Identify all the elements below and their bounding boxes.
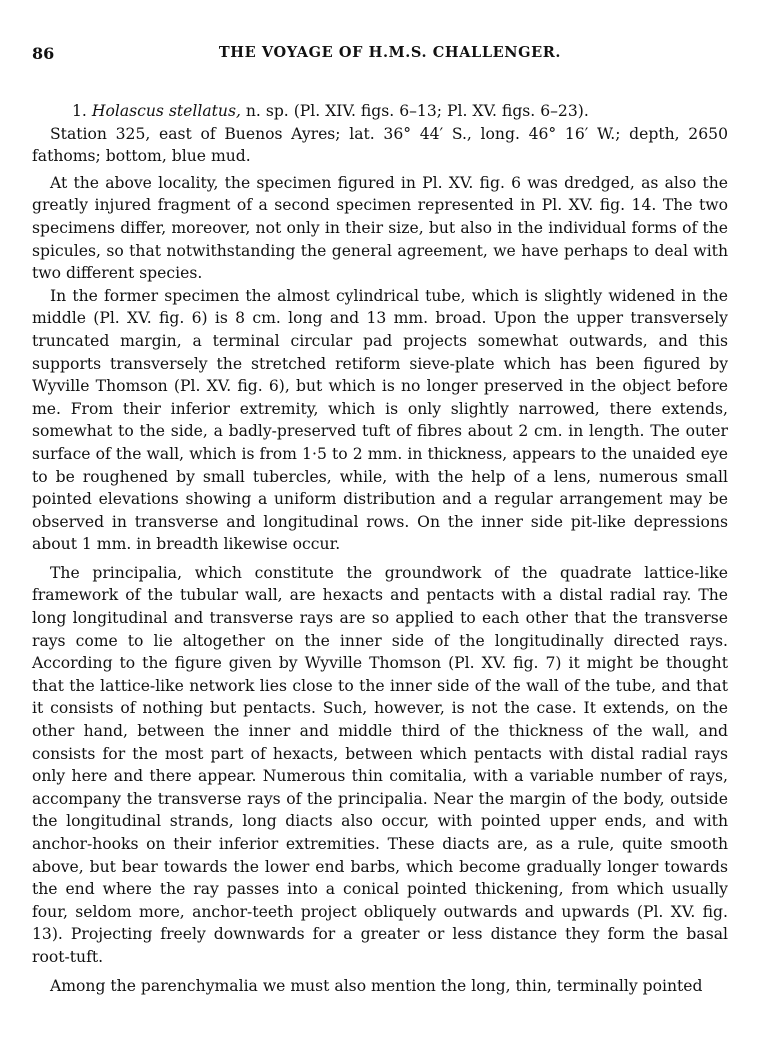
species-references: n. sp. (Pl. XIV. figs. 6–13; Pl. XV. figs. 6–23). [240, 102, 589, 120]
station-paragraph: Station 325, east of Buenos Ayres; lat. 36° 44′ S., long. 46° 16′ W.; depth, 2650 fathoms; bottom, blue mud. [32, 124, 728, 166]
body-paragraph: Among the parenchymalia we must also mention the long, thin, terminally pointed [50, 976, 703, 995]
species-number: 1. [72, 102, 87, 120]
species-heading [32, 100, 728, 123]
running-title: THE VOYAGE OF H.M.S. CHALLENGER. [218, 44, 562, 61]
body-paragraph: In the former specimen the almost cylindrical tube, which is slightly widened in the middle (Pl. XV. fig. 6) is 8 cm. long and 13 mm. broad. Upon the upper transversely truncated margin, a terminal circular pad projects somewhat outwards, and this supports transversely the stretched retiform sieve-plate which has been figured by Wyville Thomson (Pl. XV. fig. 6), but which is no longer preserved in the object before me. From their inferior extremity, which is only slightly narrowed, there extends, somewhat to the side, a badly-preserved tuft of fibres about 2 cm. in length. The outer surface of the wall, which is from 1·5 to 2 mm. in thickness, appears to the unaided eye to be roughened by small tubercles, while, with the help of a lens, numerous small pointed elevations showing a uniform distribution and a regular arrangement may be observed in transverse and longitudinal rows. On the inner side pit-like depressions about 1 mm. in breadth likewise occur. [32, 286, 728, 554]
species-name: Holascus stellatus, [91, 102, 241, 120]
body-paragraph: The principalia, which constitute the groundwork of the quadrate lattice-like framework of the tubular wall, are hexacts and pentacts with a distal radial ray. The long longitudinal and transverse rays are so applied to each other that the transverse rays come to lie altogether on the inner side of the longitudinally directed rays. According to the figure given by Wyville Thomson (Pl. XV. fig. 7) it might be thought that the lattice-like network lies close to the inner side of the wall of the tube, and that it consists of nothing but pentacts. Such, however, is not the case. It extends, on the other hand, between the inner and middle third of the thickness of the wall, and consists for the most part of hexacts, between which pentacts with distal radial rays only here and there appear. Numerous thin comitalia, with a variable number of rays, accompany the transverse rays of the principalia. Near the margin of the body, outside the longitudinal strands, long diacts also occur, with pointed upper ends, and with anchor-hooks on their inferior extremities. These diacts are, as a rule, quite smooth above, but bear towards the lower end barbs, which become gradually longer towards the end where the ray passes into a conical pointed thickening, from which usually four, seldom more, anchor-teeth project obliquely outwards and upwards (Pl. XV. fig. 13). Projecting freely downwards for a greater or less distance they form the basal root-tuft. [32, 563, 728, 966]
page-body [32, 100, 728, 997]
page-number: 86 [32, 44, 55, 63]
page-header [32, 44, 718, 68]
body-paragraph: At the above locality, the specimen figured in Pl. XV. fig. 6 was dredged, as also the greatly injured fragment of a second specimen represented in Pl. XV. fig. 14. The two specimens differ, moreover, not only in their size, but also in the individual forms of the spicules, so that notwithstanding the general agreement, we have perhaps to deal with two different species. [32, 173, 728, 283]
